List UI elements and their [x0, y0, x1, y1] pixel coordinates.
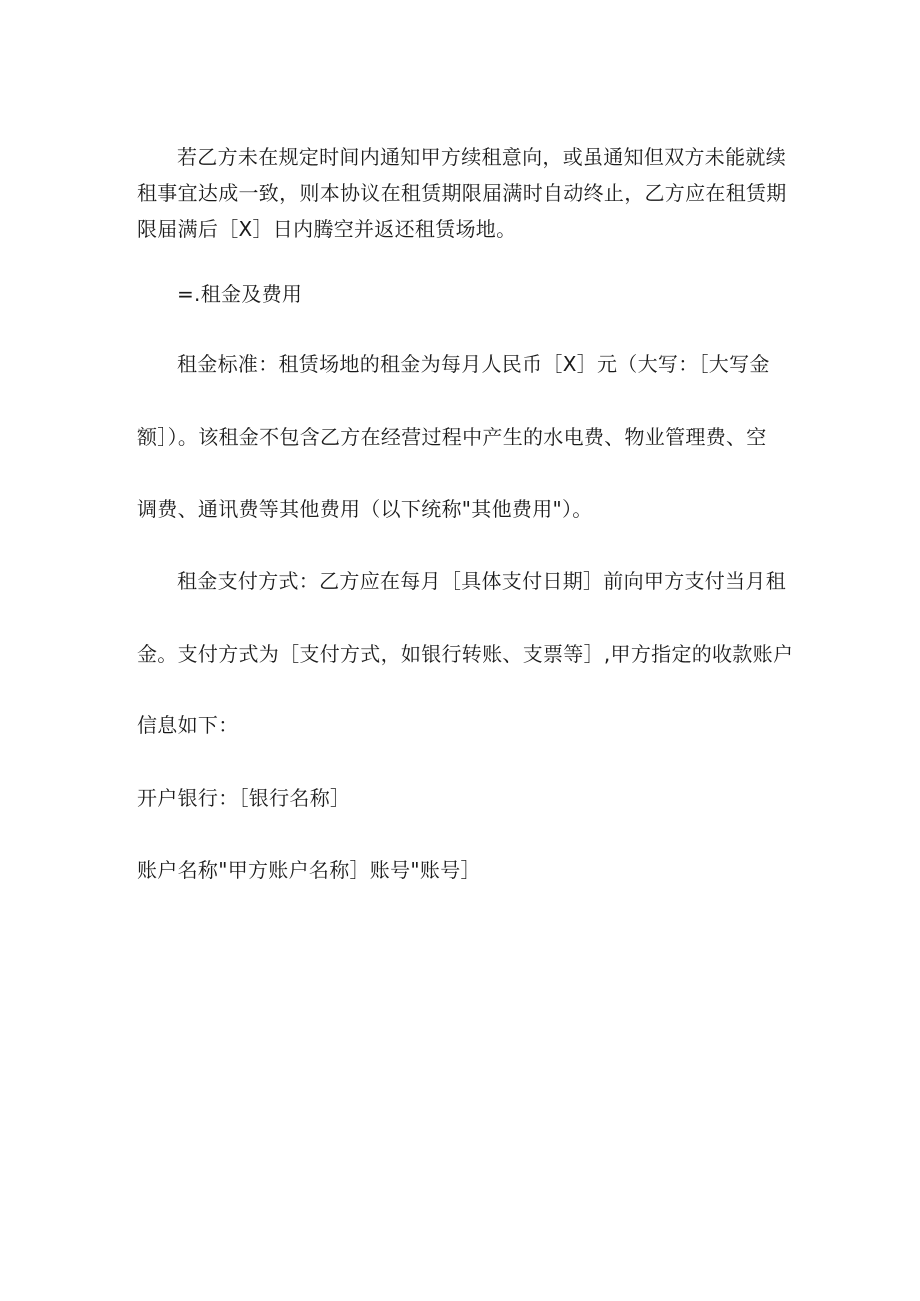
renewal-paragraph-line-3: 限届满后［X］日内腾空并返还租赁场地。	[137, 217, 517, 241]
bank-name-line: 开户银行：［银行名称］	[137, 786, 351, 810]
payment-method-line-3: 信息如下：	[137, 713, 239, 737]
rent-standard-line-3: 调费、通讯费等其他费用（以下统称"其他费用"）。	[137, 497, 593, 521]
payment-method-line-1: 租金支付方式：乙方应在每月［具体支付日期］前向甲方支付当月租	[177, 569, 786, 593]
rent-standard-line-2: 额］）。该租金不包含乙方在经营过程中产生的水电费、物业管理费、空	[137, 425, 767, 449]
account-info-line: 账户名称"甲方账户名称］账号"账号］	[137, 858, 481, 882]
section-heading-rent-and-fees: =.租金及费用	[177, 282, 303, 306]
rent-standard-line-1: 租金标准：租赁场地的租金为每月人民币［X］元（大写：［大写金	[177, 352, 770, 376]
renewal-paragraph-line-2: 租事宜达成一致，则本协议在租赁期限届满时自动终止，乙方应在租赁期	[137, 181, 787, 205]
payment-method-line-2: 金。支付方式为［支付方式，如银行转账、支票等］,甲方指定的收款账户	[137, 642, 794, 666]
renewal-paragraph-line-1: 若乙方未在规定时间内通知甲方续租意向，或虽通知但双方未能就续	[177, 145, 786, 169]
